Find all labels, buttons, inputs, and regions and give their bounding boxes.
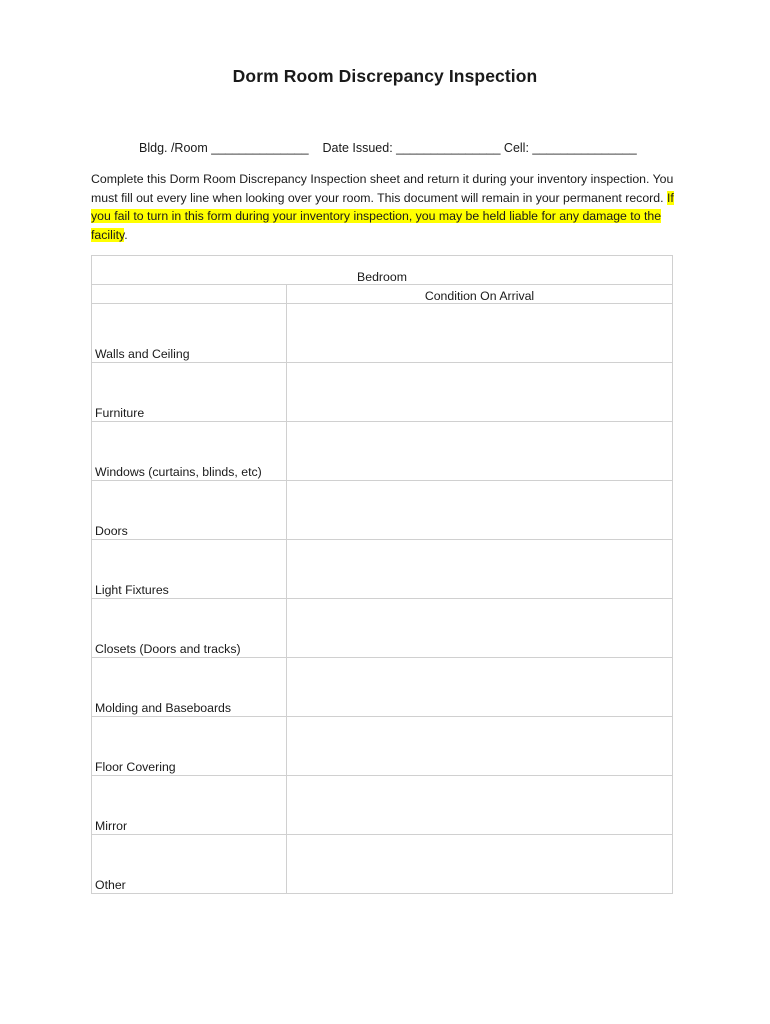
table-row (92, 599, 673, 658)
condition-cell[interactable] (287, 717, 673, 776)
table-caption: Bedroom (92, 256, 673, 285)
instructions-text: Complete this Dorm Room Discrepancy Inspection sheet and return it during your inventory inspection. You must fill out every line when looking over your room. This document will remain in your permanent record. (91, 172, 674, 205)
condition-cell[interactable] (287, 599, 673, 658)
table-row (92, 776, 673, 835)
condition-cell[interactable] (287, 540, 673, 599)
row-label: Light Fixtures (92, 540, 287, 599)
table-row (92, 835, 673, 894)
table-row (92, 717, 673, 776)
row-label: Molding and Baseboards (92, 658, 287, 717)
condition-cell[interactable] (287, 481, 673, 540)
table-row (92, 304, 673, 363)
column-header-empty (92, 285, 287, 304)
row-label: Doors (92, 481, 287, 540)
condition-cell[interactable] (287, 835, 673, 894)
table-row (92, 481, 673, 540)
row-label: Closets (Doors and tracks) (92, 599, 287, 658)
row-label: Walls and Ceiling (92, 304, 287, 363)
bldg-room-field[interactable]: Bldg. /Room ______________ (139, 141, 309, 155)
header-fields (139, 141, 637, 155)
row-label: Other (92, 835, 287, 894)
column-header-condition: Condition On Arrival (287, 285, 673, 304)
date-issued-field[interactable]: Date Issued: _______________ (322, 141, 501, 155)
cell-field[interactable]: Cell: _______________ (503, 141, 637, 155)
condition-cell[interactable] (287, 304, 673, 363)
highlighted-warning: If you fail to turn in this form during your inventory inspection, you may be held liable for any damage to the facility (91, 190, 674, 242)
inspection-table (91, 255, 673, 894)
table-row (92, 658, 673, 717)
condition-cell[interactable] (287, 363, 673, 422)
instructions-paragraph (91, 170, 683, 244)
row-label: Floor Covering (92, 717, 287, 776)
instructions-end: . (124, 227, 128, 242)
row-label: Furniture (92, 363, 287, 422)
table-row (92, 363, 673, 422)
row-label: Windows (curtains, blinds, etc) (92, 422, 287, 481)
row-label: Mirror (92, 776, 287, 835)
table-row (92, 422, 673, 481)
condition-cell[interactable] (287, 422, 673, 481)
condition-cell[interactable] (287, 776, 673, 835)
table-row (92, 540, 673, 599)
condition-cell[interactable] (287, 658, 673, 717)
page-title: Dorm Room Discrepancy Inspection (232, 66, 538, 86)
